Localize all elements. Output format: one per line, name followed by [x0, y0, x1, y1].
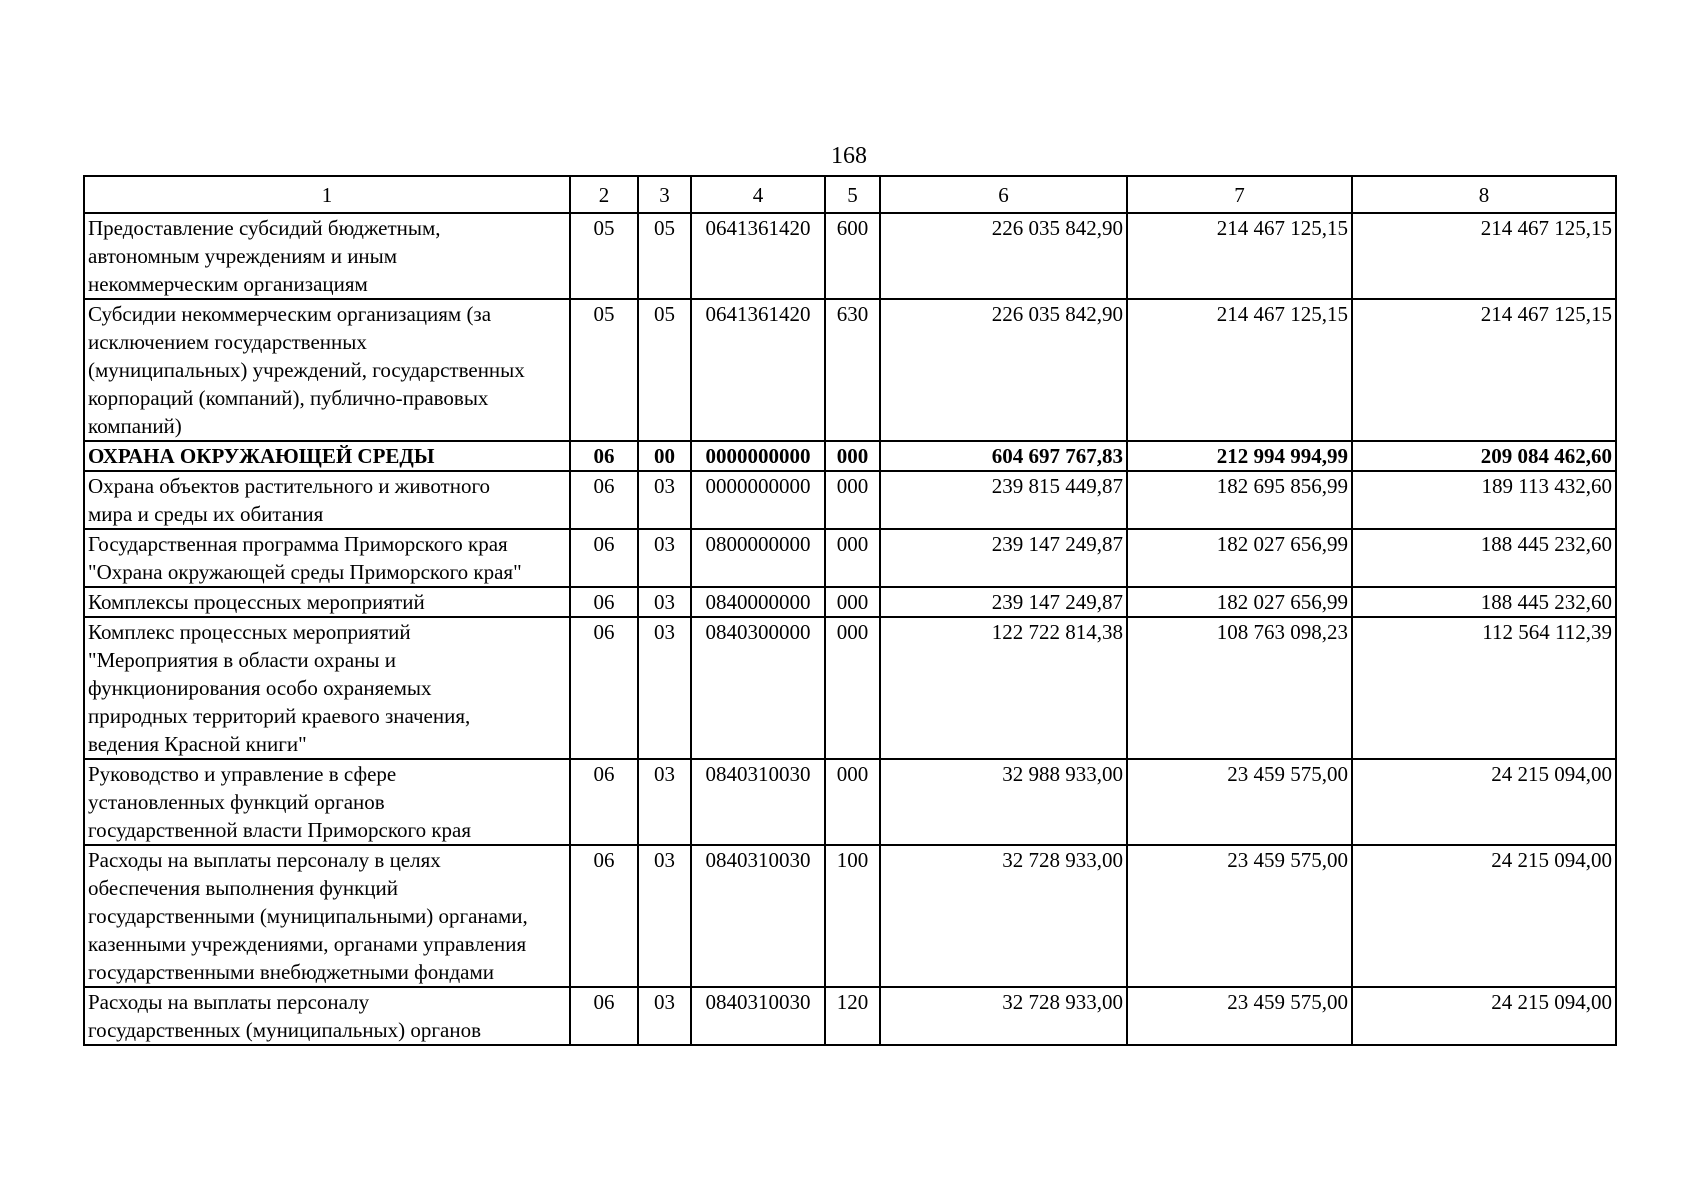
row-name-line: Государственная программа Приморского края — [88, 532, 508, 556]
section-code: 06 — [570, 617, 638, 759]
column-header-5: 5 — [825, 176, 880, 213]
row-name-line: функционирования особо охраняемых — [88, 676, 432, 700]
section-code: 06 — [570, 529, 638, 587]
row-name-line: Руководство и управление в сфере — [88, 762, 397, 786]
amount-col7: 212 994 994,99 — [1127, 441, 1352, 471]
subsection-code: 03 — [638, 587, 691, 617]
row-name-line: Комплекс процессных мероприятий — [88, 620, 411, 644]
expense-type-code: 000 — [825, 759, 880, 845]
row-name — [84, 529, 570, 587]
amount-col8: 189 113 432,60 — [1352, 471, 1616, 529]
expense-type-code: 000 — [825, 587, 880, 617]
column-header-3: 3 — [638, 176, 691, 213]
section-code: 06 — [570, 845, 638, 987]
row-name-line: государственной власти Приморского края — [88, 818, 472, 842]
target-article-code: 0641361420 — [691, 299, 825, 441]
row-name — [84, 441, 570, 471]
amount-col8: 24 215 094,00 — [1352, 845, 1616, 987]
amount-col7: 214 467 125,15 — [1127, 299, 1352, 441]
target-article-code: 0000000000 — [691, 441, 825, 471]
target-article-code: 0840310030 — [691, 987, 825, 1045]
target-article-code: 0641361420 — [691, 213, 825, 299]
row-name-line: "Охрана окружающей среды Приморского края" — [88, 560, 522, 584]
table-row — [84, 587, 1616, 617]
table-row — [84, 987, 1616, 1045]
table-row — [84, 299, 1616, 441]
row-name — [84, 213, 570, 299]
target-article-code: 0800000000 — [691, 529, 825, 587]
row-name-line: Охрана объектов растительного и животного — [88, 474, 491, 498]
subsection-code: 03 — [638, 845, 691, 987]
amount-col8: 188 445 232,60 — [1352, 587, 1616, 617]
subsection-code: 05 — [638, 213, 691, 299]
row-name-line: исключением государственных — [88, 330, 367, 354]
amount-col7: 182 695 856,99 — [1127, 471, 1352, 529]
amount-col8: 112 564 112,39 — [1352, 617, 1616, 759]
amount-col7: 182 027 656,99 — [1127, 529, 1352, 587]
amount-col8: 188 445 232,60 — [1352, 529, 1616, 587]
row-name-line: Предоставление субсидий бюджетным, — [88, 216, 441, 240]
expense-type-code: 600 — [825, 213, 880, 299]
amount-col7: 23 459 575,00 — [1127, 987, 1352, 1045]
amount-col6: 226 035 842,90 — [880, 213, 1127, 299]
section-code: 06 — [570, 987, 638, 1045]
amount-col8: 24 215 094,00 — [1352, 759, 1616, 845]
section-code: 05 — [570, 299, 638, 441]
target-article-code: 0000000000 — [691, 471, 825, 529]
expense-type-code: 000 — [825, 529, 880, 587]
expense-type-code: 630 — [825, 299, 880, 441]
expense-type-code: 000 — [825, 441, 880, 471]
amount-col8: 214 467 125,15 — [1352, 213, 1616, 299]
row-name-line: "Мероприятия в области охраны и — [88, 648, 396, 672]
amount-col7: 23 459 575,00 — [1127, 759, 1352, 845]
table-row — [84, 213, 1616, 299]
table-row — [84, 441, 1616, 471]
column-header-8: 8 — [1352, 176, 1616, 213]
column-header-2: 2 — [570, 176, 638, 213]
subsection-code: 03 — [638, 617, 691, 759]
row-name-line: некоммерческим организациям — [88, 272, 368, 296]
column-header-7: 7 — [1127, 176, 1352, 213]
target-article-code: 0840310030 — [691, 845, 825, 987]
amount-col6: 32 728 933,00 — [880, 987, 1127, 1045]
row-name — [84, 587, 570, 617]
amount-col6: 239 815 449,87 — [880, 471, 1127, 529]
table-row — [84, 471, 1616, 529]
column-header-4: 4 — [691, 176, 825, 213]
row-name-line: государственными внебюджетными фондами — [88, 960, 495, 984]
page-number: 168 — [831, 143, 867, 169]
row-name-line: мира и среды их обитания — [88, 502, 324, 526]
target-article-code: 0840310030 — [691, 759, 825, 845]
row-name-line: компаний) — [88, 414, 182, 438]
row-name-line: установленных функций органов — [88, 790, 385, 814]
amount-col6: 32 728 933,00 — [880, 845, 1127, 987]
row-name — [84, 759, 570, 845]
amount-col7: 214 467 125,15 — [1127, 213, 1352, 299]
section-code: 06 — [570, 759, 638, 845]
subsection-code: 03 — [638, 987, 691, 1045]
amount-col8: 24 215 094,00 — [1352, 987, 1616, 1045]
budget-table — [83, 175, 1617, 1046]
subsection-code: 00 — [638, 441, 691, 471]
column-header-6: 6 — [880, 176, 1127, 213]
table-row — [84, 617, 1616, 759]
amount-col6: 226 035 842,90 — [880, 299, 1127, 441]
subsection-code: 03 — [638, 471, 691, 529]
amount-col6: 122 722 814,38 — [880, 617, 1127, 759]
amount-col7: 108 763 098,23 — [1127, 617, 1352, 759]
section-code: 06 — [570, 441, 638, 471]
row-name-line: автономным учреждениям и иным — [88, 244, 398, 268]
column-header-1: 1 — [84, 176, 570, 213]
expense-type-code: 000 — [825, 617, 880, 759]
row-name-line: (муниципальных) учреждений, государственных — [88, 358, 525, 382]
amount-col8: 214 467 125,15 — [1352, 299, 1616, 441]
table-row — [84, 845, 1616, 987]
row-name-line: Расходы на выплаты персоналу в целях — [88, 848, 441, 872]
amount-col6: 239 147 249,87 — [880, 587, 1127, 617]
row-name — [84, 845, 570, 987]
row-name — [84, 987, 570, 1045]
row-name-line: государственных (муниципальных) органов — [88, 1018, 482, 1042]
row-name-line: ОХРАНА ОКРУЖАЮЩЕЙ СРЕДЫ — [88, 444, 435, 468]
row-name — [84, 471, 570, 529]
target-article-code: 0840000000 — [691, 587, 825, 617]
table-row — [84, 529, 1616, 587]
column-number-row — [84, 176, 1616, 213]
row-name-line: обеспечения выполнения функций — [88, 876, 399, 900]
expense-type-code: 100 — [825, 845, 880, 987]
row-name-line: ведения Красной книги" — [88, 732, 307, 756]
row-name-line: государственными (муниципальными) органами, — [88, 904, 528, 928]
row-name — [84, 617, 570, 759]
target-article-code: 0840300000 — [691, 617, 825, 759]
expense-type-code: 000 — [825, 471, 880, 529]
amount-col6: 604 697 767,83 — [880, 441, 1127, 471]
amount-col7: 182 027 656,99 — [1127, 587, 1352, 617]
section-code: 06 — [570, 587, 638, 617]
row-name-line: Субсидии некоммерческим организациям (за — [88, 302, 492, 326]
amount-col8: 209 084 462,60 — [1352, 441, 1616, 471]
section-code: 06 — [570, 471, 638, 529]
row-name-line: казенными учреждениями, органами управления — [88, 932, 527, 956]
row-name-line: Расходы на выплаты персоналу — [88, 990, 370, 1014]
subsection-code: 03 — [638, 759, 691, 845]
row-name-line: природных территорий краевого значения, — [88, 704, 471, 728]
section-code: 05 — [570, 213, 638, 299]
subsection-code: 03 — [638, 529, 691, 587]
table-row — [84, 759, 1616, 845]
row-name-line: Комплексы процессных мероприятий — [88, 590, 425, 614]
expense-type-code: 120 — [825, 987, 880, 1045]
amount-col6: 239 147 249,87 — [880, 529, 1127, 587]
amount-col7: 23 459 575,00 — [1127, 845, 1352, 987]
amount-col6: 32 988 933,00 — [880, 759, 1127, 845]
row-name — [84, 299, 570, 441]
row-name-line: корпораций (компаний), публично-правовых — [88, 386, 489, 410]
subsection-code: 05 — [638, 299, 691, 441]
table-body — [84, 213, 1616, 1045]
